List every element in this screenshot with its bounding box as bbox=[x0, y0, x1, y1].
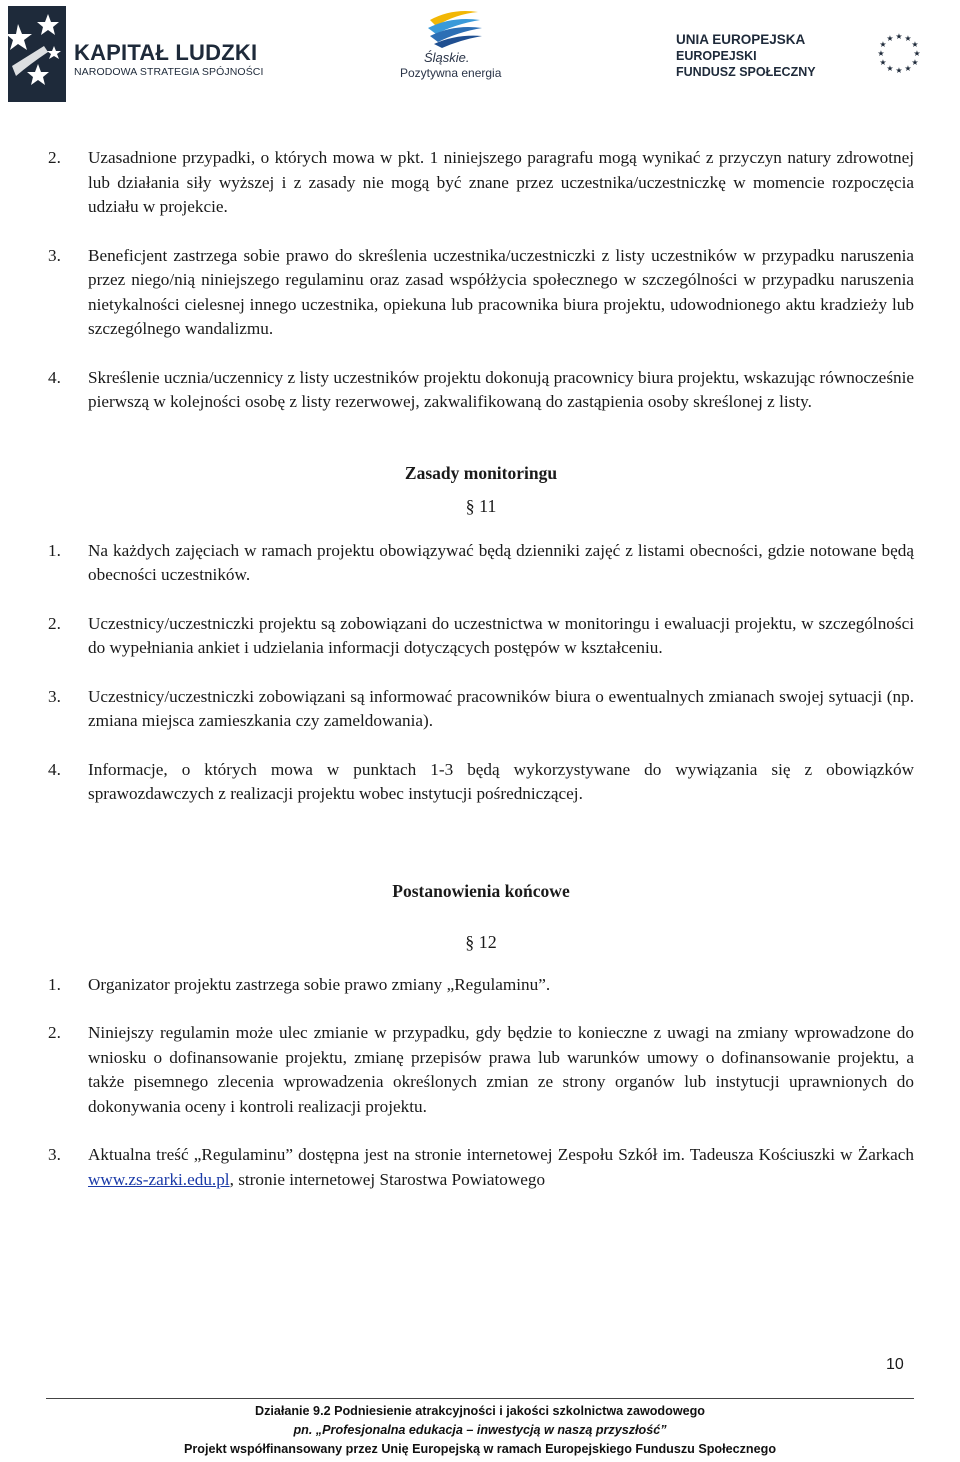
eu-logo-line2: EUROPEJSKI bbox=[676, 49, 757, 63]
svg-text:★: ★ bbox=[879, 58, 887, 67]
list-item bbox=[48, 685, 914, 734]
svg-text:★: ★ bbox=[879, 40, 887, 49]
kapital-ludzki-emblem-icon bbox=[8, 6, 70, 102]
svg-text:★: ★ bbox=[904, 34, 912, 43]
svg-text:★: ★ bbox=[913, 49, 921, 58]
svg-text:★: ★ bbox=[895, 66, 903, 75]
item-text: Uczestnicy/uczestniczki zobowiązani są informować pracowników biura o ewentualnych zmianach swojej sytuacji (np. zmiana miejsca zamieszkania czy zameldowania). bbox=[88, 686, 914, 730]
svg-text:★: ★ bbox=[904, 64, 912, 73]
slaskie-title: Śląskie. bbox=[424, 50, 470, 65]
section-sign-12: § 12 bbox=[465, 931, 497, 952]
item-text: Skreślenie ucznia/uczennicy z listy uczestników projektu dokonują pracownicy biura projektu, wskazując równocześnie pierwszą w kolejności osobę z listy rezerwowej, zakwalifikowaną do zastąpienia osoby skreślonej z listy. bbox=[88, 367, 914, 411]
svg-text:★: ★ bbox=[886, 64, 894, 73]
eu-logo bbox=[676, 28, 936, 84]
item-number: 3. bbox=[48, 245, 61, 265]
slaskie-emblem-icon bbox=[396, 4, 526, 50]
svg-text:★: ★ bbox=[886, 34, 894, 43]
list-item bbox=[48, 244, 914, 342]
page-number: 10 bbox=[886, 1356, 904, 1373]
item-text: Uczestnicy/uczestniczki projektu są zobowiązani do uczestnictwa w monitoringu i ewaluacji projektu, w szczególności do wypełniania ankiet i udzielania informacji dotyczących postępów w kształceniu. bbox=[88, 613, 914, 657]
item-number: 4. bbox=[48, 367, 61, 387]
eu-logo-line1: UNIA EUROPEJSKA bbox=[676, 32, 806, 47]
item-number: 1. bbox=[48, 540, 61, 560]
item-text: Niniejszy regulamin może ulec zmianie w przypadku, gdy będzie to konieczne z uwagi na zmiany wprowadzone do wniosku o dofinansowanie projektu, zmianę przepisów prawa lub warunków umowy o dofinansowanie projektu, a także pisemnego zlecenia wprowadzenia określonych zmian ze strony organów lub instytucji uprawnionych do dokonywania oceny i kontroli realizacji projektu. bbox=[88, 1023, 914, 1116]
svg-text:★: ★ bbox=[911, 40, 919, 49]
footer-line-2: pn. „Profesjonalna edukacja – inwestycją w naszą przyszłość” bbox=[293, 1423, 667, 1437]
list-item bbox=[48, 758, 914, 807]
footer-line-3: Projekt współfinansowany przez Unię Europejską w ramach Europejskiego Funduszu Społecznego bbox=[183, 1442, 777, 1456]
kapital-ludzki-subtitle: NARODOWA STRATEGIA SPÓJNOŚCI bbox=[74, 66, 264, 78]
item-text: Uzasadnione przypadki, o których mowa w pkt. 1 niniejszego paragrafu mogą wynikać z przyczyn natury zdrowotnej lub działania siły wyższej i z zasady nie mogą być znane przez uczestnika/uczestniczkę w momencie rozpoczęcia udziału w projekcie. bbox=[88, 148, 914, 216]
school-website-link[interactable]: www.zs-zarki.edu.pl bbox=[88, 1169, 230, 1189]
eu-logo-line3: FUNDUSZ SPOŁECZNY bbox=[676, 65, 816, 79]
section-heading-monitoring: Zasady monitoringu bbox=[404, 462, 558, 483]
list-item bbox=[48, 1021, 914, 1119]
item-text-part: Aktualna treść „Regulaminu” dostępna jest na stronie internetowej Zespołu Szkół im. Tadeusza Kościuszki w Żarkach bbox=[88, 1145, 914, 1164]
item-text bbox=[88, 1143, 914, 1192]
item-number: 1. bbox=[48, 974, 61, 994]
page-footer bbox=[46, 1402, 914, 1459]
eu-flag-icon bbox=[866, 30, 932, 78]
item-text: Na każdych zajęciach w ramach projektu obowiązywać będą dzienniki zajęć z listami obecności, gdzie notowane będą obecności uczestników. bbox=[88, 540, 914, 584]
footer-line-1: Działanie 9.2 Podniesienie atrakcyjności i jakości szkolnictwa zawodowego bbox=[254, 1404, 706, 1418]
list-item bbox=[48, 1143, 914, 1192]
document-body bbox=[48, 146, 914, 1192]
svg-text:★: ★ bbox=[895, 32, 903, 41]
item-number: 3. bbox=[48, 686, 61, 706]
item-number: 2. bbox=[48, 613, 61, 633]
item-text: Beneficjent zastrzega sobie prawo do skreślenia uczestnika/uczestniczki z listy uczestników w przypadku naruszenia przez niego/nią niniejszego regulaminu oraz zasad współżycia społecznego w szczególności w przypadku naruszenia nietykalności cielesnej innego uczestnika, opiekuna lub pracownika biura projektu, udowodnionego aktu kradzieży lub szczególnego wandalizmu. bbox=[88, 245, 914, 338]
list-item bbox=[48, 366, 914, 415]
item-text: Informacje, o których mowa w punktach 1-3 będą wykorzystywane do wywiązania się z obowiązków sprawozdawczych z realizacji projektu wobec instytucji pośredniczącej. bbox=[88, 759, 914, 803]
item-text-part: , stronie internetowej Starostwa Powiatowego bbox=[229, 1169, 546, 1189]
item-number: 2. bbox=[48, 148, 61, 167]
list-item bbox=[48, 973, 914, 998]
item-text: Organizator projektu zastrzega sobie prawo zmiany „Regulaminu”. bbox=[88, 974, 551, 994]
eu-logo-text bbox=[676, 32, 816, 80]
section-sign-11: § 11 bbox=[465, 495, 497, 516]
section-heading-final-provisions: Postanowienia końcowe bbox=[392, 880, 570, 901]
item-number: 3. bbox=[48, 1145, 61, 1164]
slaskie-subtitle: Pozytywna energia bbox=[400, 66, 502, 80]
list-item bbox=[48, 539, 914, 588]
list-item bbox=[48, 146, 914, 220]
svg-text:★: ★ bbox=[911, 58, 919, 67]
list-item bbox=[48, 612, 914, 661]
footer-divider bbox=[46, 1398, 914, 1399]
svg-text:★: ★ bbox=[877, 49, 885, 58]
kapital-ludzki-title: KAPITAŁ LUDZKI bbox=[74, 40, 258, 65]
kapital-ludzki-logo bbox=[8, 6, 264, 102]
item-number: 4. bbox=[48, 759, 61, 779]
slaskie-logo bbox=[396, 4, 526, 86]
item-number: 2. bbox=[48, 1023, 61, 1042]
